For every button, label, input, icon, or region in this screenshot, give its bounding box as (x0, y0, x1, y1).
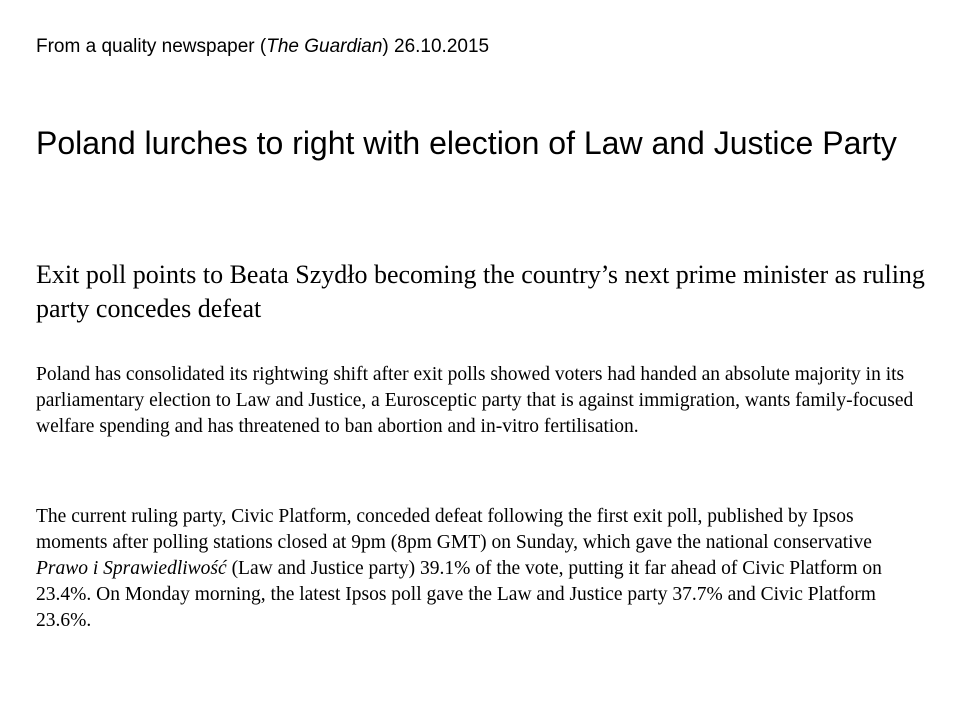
article-paragraph-2 (36, 504, 926, 634)
party-name-polish: Prawo i Sprawiedliwość (36, 558, 227, 579)
source-line (36, 34, 916, 60)
source-prefix: From a quality newspaper ( (36, 36, 267, 57)
source-publication: The Guardian (266, 36, 383, 57)
article-paragraph-1: Poland has consolidated its rightwing shift after exit polls showed voters had handed an absolute majority in its parliamentary election to Law and Justice, a Eurosceptic party that is against immigration, wants family-focused welfare spending and has threatened to ban abortion and in-vitro fertilisation. (36, 364, 914, 437)
paragraph-2-after: (Law and Justice party) 39.1% of the vote, putting it far ahead of Civic Platform on 23.4%. On Monday morning, the latest Ipsos poll gave the Law and Justice party 37.7% and Civic Platform 23.6%. (36, 558, 882, 631)
article-headline: Poland lurches to right with election of Law and Justice Party (36, 125, 897, 161)
paragraph-2-before: The current ruling party, Civic Platform, conceded defeat following the first exit poll, published by Ipsos moments after polling stations closed at 9pm (8pm GMT) on Sunday, which gave the national conservative (36, 506, 872, 553)
article-standfirst: Exit poll points to Beata Szydło becoming the country’s next prime minister as ruling party concedes defeat (36, 260, 925, 323)
source-suffix: ) 26.10.2015 (382, 36, 490, 57)
